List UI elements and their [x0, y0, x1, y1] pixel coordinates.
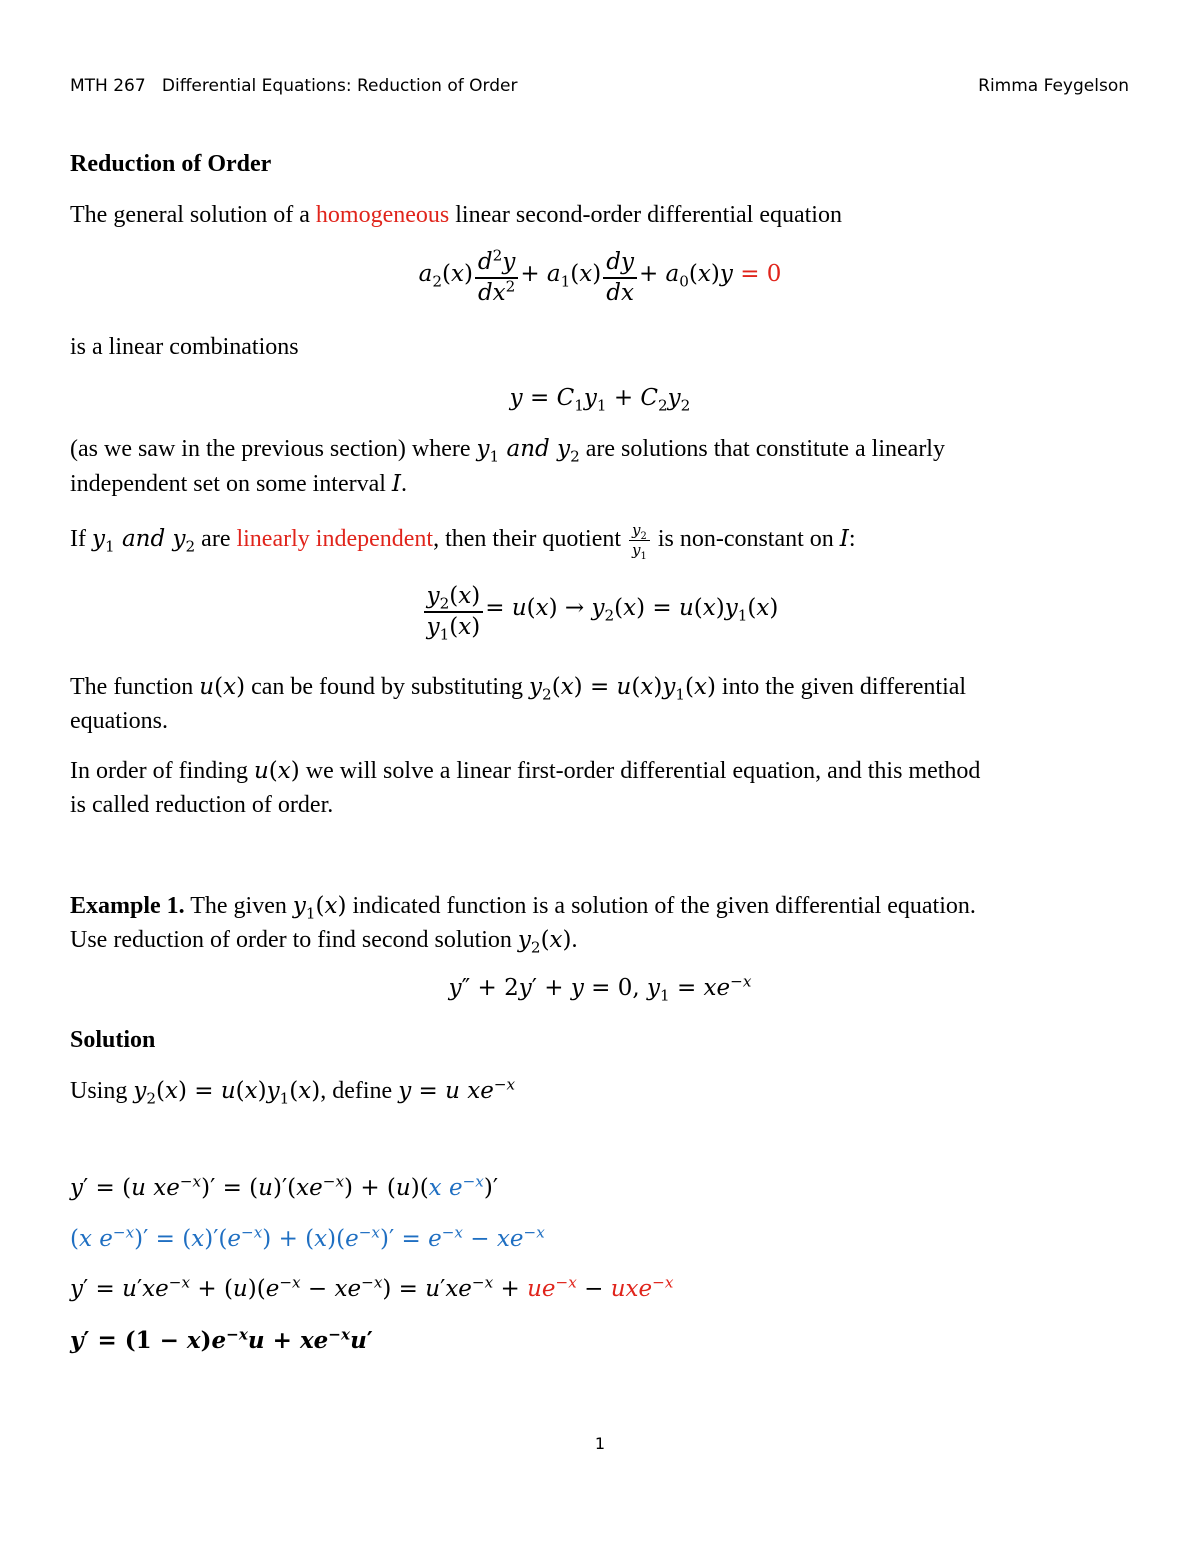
example-label: Example 1.	[70, 893, 185, 919]
header-topic: Differential Equations: Reduction of Order	[161, 76, 518, 96]
homogeneous-highlight: homogeneous	[315, 202, 450, 228]
equation-quotient: $\frac{y_2(x)}{y_1(x)}$ = $u(x) \to y_2(x) = u(x)y_1(x)$	[0, 582, 1200, 642]
equation-homogeneous-ode: $a_2(x)$ $\frac{d^2y}{dx^2}$ + $a_1(x)$ $\frac{dy}{dx}$ + $a_0(x)y = 0$	[418, 246, 782, 306]
example-line1: Example 1. The given $y_1(x)$ indicated function is a solution of the given differential equation.	[70, 893, 976, 923]
equation-general-solution: $y = C_1y_1 + C_2y_2$	[509, 385, 691, 415]
function-line2: equations.	[70, 708, 168, 734]
function-line1: The function u(x) can be found by substituting $y_2(x) = u(x)y_1(x)$ into the given differential	[70, 674, 967, 704]
as-we-saw-line2: independent set on some interval I.	[70, 471, 408, 497]
using-line: Using $y_2(x) = u(x)y_1(x)$, define y = u $xe^{-x}$	[70, 1075, 516, 1108]
as-we-saw-line1: (as we saw in the previous section) where $y_1$ and $y_2$ are solutions that constitute a linearly	[70, 436, 945, 466]
page-number: 1	[594, 1434, 606, 1453]
equation-example-ode: y″ + 2y′ + y = 0, $y_1 = xe^{-x}$	[448, 972, 752, 1005]
header-course: MTH 267 Differential Equations: Reduction of Order	[70, 76, 518, 96]
solution-label: Solution	[70, 1027, 156, 1053]
derivation-step-3: $y' = u'xe^{-x} + (u)(e^{-x} - xe^{-x}) = u'xe^{-x} + ue^{-x} - uxe^{-x}$	[70, 1273, 674, 1302]
if-independent-line: If $y_1$ and $y_2$ are linearly independent, then their quotient $\frac{y_2}{y_1}$ is non-constant on I:	[70, 521, 856, 562]
section-title: Reduction of Order	[70, 151, 272, 177]
derivation-result: $y' = (1 - x)e^{-x}u + xe^{-x}u'$	[70, 1325, 373, 1354]
linear-combination-text: is a linear combinations	[70, 334, 299, 360]
intro-paragraph: The general solution of a homogeneous linear second-order differential equation	[70, 202, 842, 228]
derivation-step-2: (x $e^{-x})' = (x)'(e^{-x}) + (x)(e^{-x})' = e^{-x} - xe^{-x}$	[70, 1223, 545, 1252]
header-author: Rimma Feygelson	[978, 76, 1129, 96]
linearly-independent-highlight: linearly independent	[236, 525, 434, 552]
order-line2: is called reduction of order.	[70, 792, 334, 818]
derivation-step-1: y′ = (u $xe^{-x})' = (u)'(xe^{-x}) + (u)(x$ $e^{-x})'$	[70, 1172, 499, 1201]
order-line1: In order of finding u(x) we will solve a linear first-order differential equation, and this method	[70, 758, 981, 784]
example-line2: Use reduction of order to find second solution $y_2(x)$.	[70, 927, 578, 957]
